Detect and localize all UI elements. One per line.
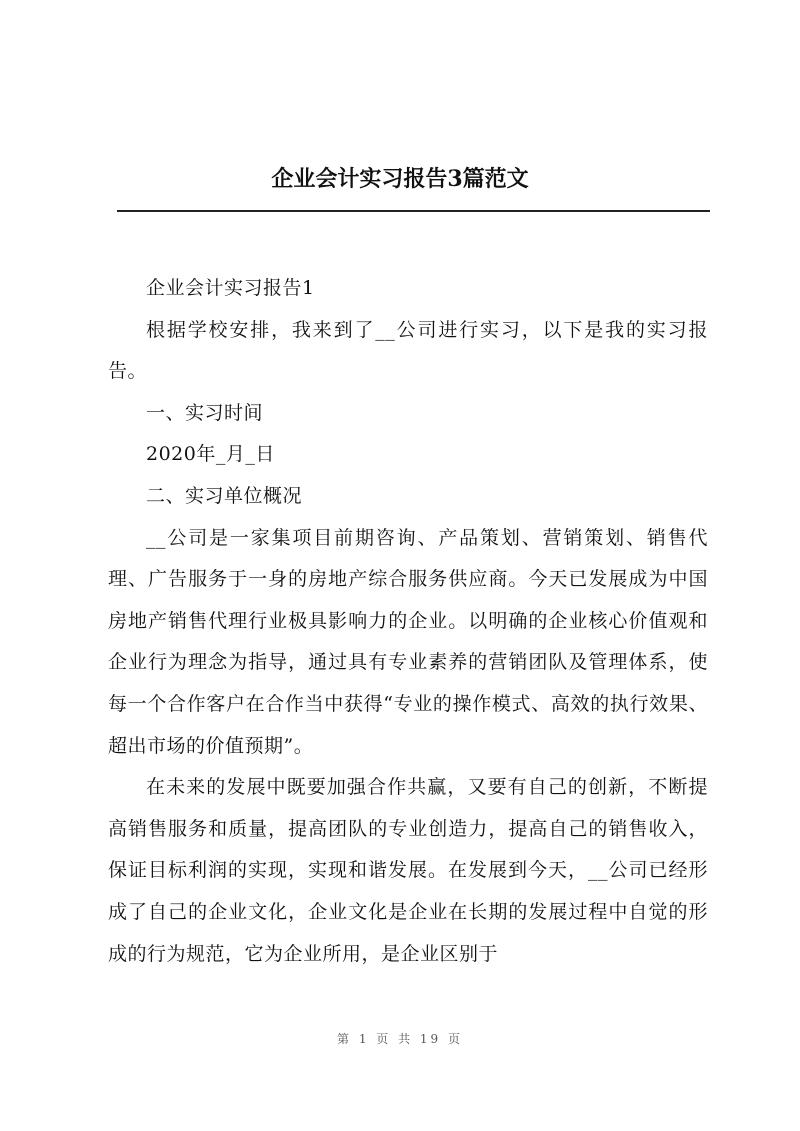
section-heading-internship-time: 一、实习时间 — [146, 401, 264, 424]
page-footer: 第 1 页 共 19 页 — [337, 1032, 463, 1046]
paragraph-future-development: 在未来的发展中既要加强合作共赢，又要有自己的创新，不断提高销售服务和质量，提高团队的专业创造力，提高自己的销售收入，保证目标利润的实现，实现和谐发展。在发展到今天，__公司已经形成了自己的企业文化，企业文化是企业在长期的发展过程中自觉的形成的行为规范，它为企业所用，是企业区别于 — [108, 776, 708, 965]
title-underline — [117, 210, 710, 212]
paragraph-date: 2020年_月_日 — [146, 443, 275, 466]
document-title: 企业会计实习报告3篇范文 — [271, 166, 529, 192]
section-heading-company-overview: 二、实习单位概况 — [146, 484, 303, 507]
paragraph-company-overview: __公司是一家集项目前期咨询、产品策划、营销策划、销售代理、广告服务于一身的房地产综合服务供应商。今天已发展成为中国房地产销售代理行业极具影响力的企业。以明确的企业核心价值观和企业行为理念为指导，通过具有专业素养的营销团队及管理体系，使每一个合作客户在合作当中获得“专业的操作模式、高效的执行效果、超出市场的价值预期”。 — [108, 526, 708, 757]
paragraph-intro: 根据学校安排，我来到了__公司进行实习，以下是我的实习报告。 — [108, 318, 708, 383]
section-heading-report-1: 企业会计实习报告1 — [146, 277, 315, 299]
document-body — [108, 268, 708, 975]
